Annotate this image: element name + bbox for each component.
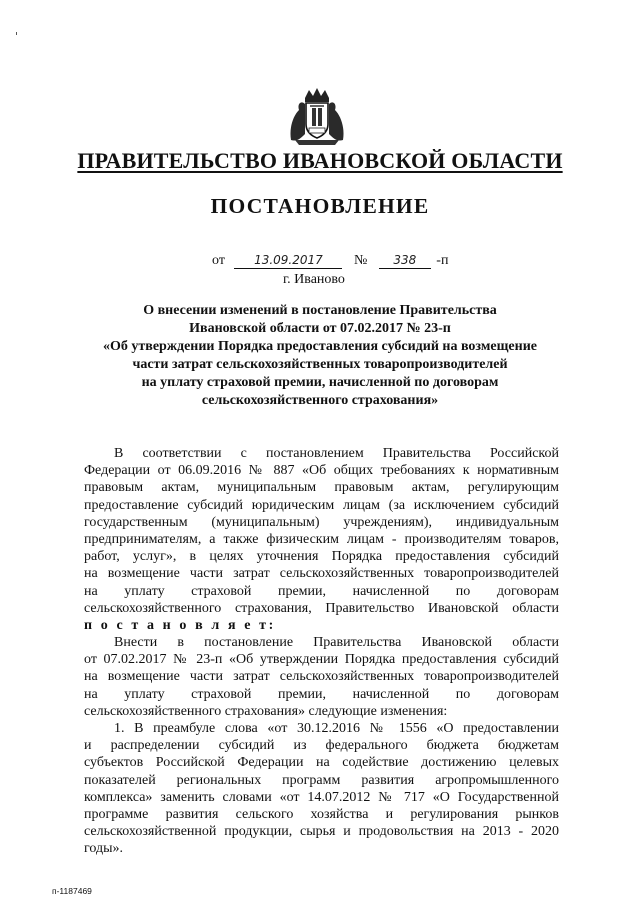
body-line: комплекса» заменить словами «от 14.07.2012 № 717 «О Государственной	[84, 789, 559, 805]
dateline	[212, 253, 448, 271]
body-line: от 07.02.2017 № 23-п «Об утверждении Порядка предоставления субсидий	[84, 652, 559, 668]
coat-of-arms-icon	[285, 84, 349, 148]
body-line: Федерации от 06.09.2016 № 887 «Об общих требованиях к нормативным	[84, 463, 559, 479]
body-line: на возмещение части затрат сельскохозяйственных товаропроизводителей	[84, 669, 559, 685]
handwritten-number: 338	[379, 253, 431, 269]
number-suffix: -п	[436, 253, 449, 268]
body-line: субъектов Российской Федерации на содействие достижению целевых	[84, 755, 559, 771]
body-line: сельскохозяйственного страхования» следующие изменения:	[84, 703, 448, 719]
document-body	[84, 445, 559, 858]
footer-code: п-1187469	[52, 886, 92, 896]
number-label: №	[353, 253, 368, 268]
body-line: предоставление субсидий юридическим лицам (за исключением субсидий	[84, 497, 559, 513]
body-line: на уплату страховой премии, начисленной по договорам	[84, 686, 559, 702]
subject-line: «Об утверждении Порядка предоставления субсидий на возмещение	[103, 339, 537, 354]
document-subject	[80, 302, 560, 410]
body-line: на уплату страховой премии, начисленной по договорам	[84, 583, 559, 599]
body-line: работ, услуг», в целях уточнения Порядка предоставления субсидий	[84, 549, 559, 565]
resolves-word: п о с т а н о в л я е т:	[84, 617, 276, 633]
body-line: программе развития сельского хозяйства и регулирования рынков	[84, 806, 559, 822]
body-line: государственным (муниципальным) учреждениям), индивидуальным	[84, 514, 559, 530]
body-line: правовым актам, муниципальным правовым актам, регулирующим	[84, 480, 559, 496]
body-line: сельскохозяйственного страхования, Правительство Ивановской области	[84, 600, 559, 616]
body-line: и распределении субсидий из федерального бюджета бюджетам	[84, 738, 559, 754]
government-title: ПРАВИТЕЛЬСТВО ИВАНОВСКОЙ ОБЛАСТИ	[77, 148, 563, 173]
subject-line: сельскохозяйственного страхования»	[201, 393, 439, 408]
document-type: ПОСТАНОВЛЕНИЕ	[210, 194, 430, 218]
body-line: на возмещение части затрат сельскохозяйственных товаропроизводителей	[84, 566, 559, 582]
from-label: от	[212, 253, 225, 268]
body-line: В соответствии с постановлением Правительства Российской	[114, 446, 559, 461]
body-line: Внести в постановление Правительства Ивановской области	[114, 635, 559, 651]
body-line: предпринимателям, а также физическим лицам - производителям товаров,	[84, 531, 559, 547]
body-line: сельскохозяйственной продукции, сырья и продовольствия на 2013 - 2020	[84, 824, 559, 840]
handwritten-date: 13.09.2017	[234, 253, 342, 269]
body-line: 1. В преамбуле слова «от 30.12.2016 № 1556 «О предоставлении	[114, 721, 559, 736]
margin-mark	[16, 32, 17, 35]
subject-line: на уплату страховой премии, начисленной по договорам	[141, 375, 499, 390]
subject-line: Ивановской области от 07.02.2017 № 23-п	[189, 321, 451, 336]
city: г. Иваново	[283, 272, 345, 287]
body-line: годы».	[84, 841, 124, 857]
subject-line: О внесении изменений в постановление Правительства	[143, 303, 497, 318]
body-line: показателей региональных программ развития агропромышленного	[84, 772, 559, 788]
subject-line: части затрат сельскохозяйственных товаропроизводителей	[132, 357, 508, 372]
